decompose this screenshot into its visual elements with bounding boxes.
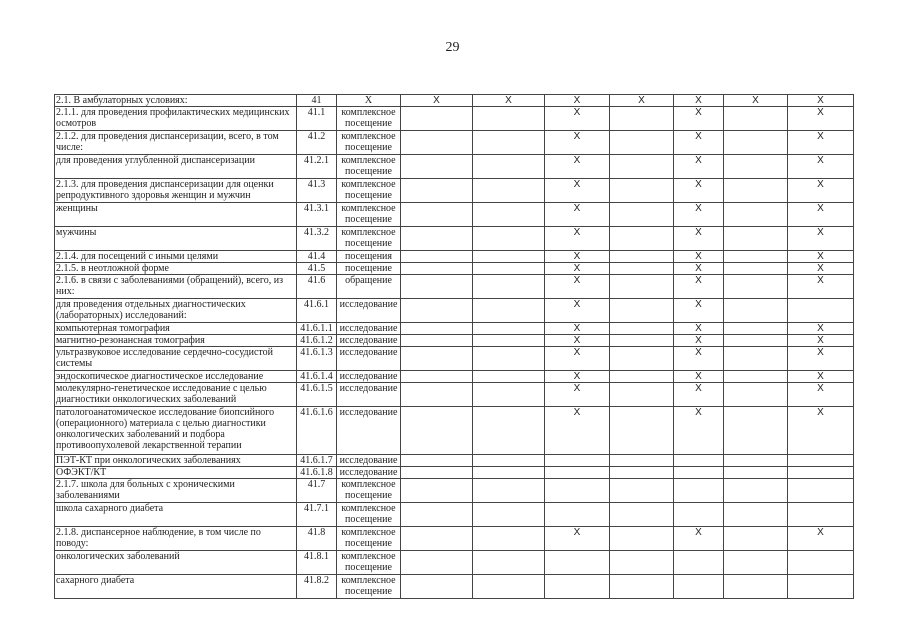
data-table bbox=[54, 94, 854, 599]
row-name: 2.1.7. школа для больных с хроническими заболеваниями bbox=[55, 479, 297, 503]
value-cell: X bbox=[788, 371, 854, 383]
value-cell bbox=[401, 551, 473, 575]
value-cell bbox=[724, 347, 788, 371]
row-number: 41.7 bbox=[297, 479, 337, 503]
row-number: 41.6.1.6 bbox=[297, 407, 337, 455]
value-cell bbox=[473, 335, 545, 347]
value-cell bbox=[401, 107, 473, 131]
value-cell bbox=[401, 299, 473, 323]
row-name: 2.1. В амбулаторных условиях: bbox=[55, 95, 297, 107]
value-cell bbox=[473, 263, 545, 275]
value-cell: X bbox=[788, 275, 854, 299]
value-cell bbox=[401, 407, 473, 455]
value-cell: X bbox=[674, 383, 724, 407]
value-cell: X bbox=[401, 95, 473, 107]
value-cell: X bbox=[788, 527, 854, 551]
row-unit: комплексное посещение bbox=[337, 203, 401, 227]
table-row bbox=[55, 479, 854, 503]
value-cell bbox=[473, 551, 545, 575]
row-name: компьютерная томография bbox=[55, 323, 297, 335]
row-number: 41.6.1.1 bbox=[297, 323, 337, 335]
value-cell bbox=[724, 251, 788, 263]
row-number: 41 bbox=[297, 95, 337, 107]
value-cell bbox=[610, 263, 674, 275]
value-cell: X bbox=[788, 227, 854, 251]
value-cell bbox=[473, 131, 545, 155]
row-number: 41.6.1.3 bbox=[297, 347, 337, 371]
value-cell bbox=[401, 575, 473, 599]
value-cell: X bbox=[788, 347, 854, 371]
value-cell bbox=[401, 275, 473, 299]
value-cell: X bbox=[545, 527, 610, 551]
row-unit: комплексное посещение bbox=[337, 551, 401, 575]
value-cell bbox=[724, 335, 788, 347]
row-name: школа сахарного диабета bbox=[55, 503, 297, 527]
value-cell bbox=[724, 371, 788, 383]
value-cell bbox=[401, 203, 473, 227]
value-cell: X bbox=[473, 95, 545, 107]
row-unit: исследование bbox=[337, 347, 401, 371]
value-cell: X bbox=[674, 275, 724, 299]
value-cell bbox=[401, 479, 473, 503]
table-row bbox=[55, 407, 854, 455]
value-cell: X bbox=[674, 155, 724, 179]
row-number: 41.6.1.8 bbox=[297, 467, 337, 479]
value-cell: X bbox=[674, 527, 724, 551]
value-cell bbox=[401, 263, 473, 275]
table-row bbox=[55, 467, 854, 479]
value-cell bbox=[473, 503, 545, 527]
value-cell bbox=[401, 131, 473, 155]
value-cell bbox=[473, 407, 545, 455]
row-name: ПЭТ-КТ при онкологических заболеваниях bbox=[55, 455, 297, 467]
table-row bbox=[55, 179, 854, 203]
row-name: патологоанатомическое исследование биопсийного (операционного) материала с целью диагностики онкологических заболеваний и подбора противоопухолевой лекарственной терапии bbox=[55, 407, 297, 455]
value-cell: X bbox=[545, 251, 610, 263]
value-cell: X bbox=[674, 299, 724, 323]
value-cell bbox=[788, 479, 854, 503]
value-cell: X bbox=[674, 179, 724, 203]
value-cell: X bbox=[674, 407, 724, 455]
table-row bbox=[55, 455, 854, 467]
row-unit: комплексное посещение bbox=[337, 131, 401, 155]
value-cell bbox=[610, 131, 674, 155]
row-number: 41.6.1.7 bbox=[297, 455, 337, 467]
value-cell bbox=[610, 323, 674, 335]
value-cell bbox=[473, 275, 545, 299]
value-cell: X bbox=[545, 203, 610, 227]
row-number: 41.3 bbox=[297, 179, 337, 203]
value-cell: X bbox=[545, 155, 610, 179]
value-cell bbox=[724, 383, 788, 407]
value-cell bbox=[724, 263, 788, 275]
value-cell bbox=[545, 551, 610, 575]
value-cell: X bbox=[545, 323, 610, 335]
value-cell bbox=[473, 323, 545, 335]
value-cell bbox=[610, 227, 674, 251]
value-cell: X bbox=[674, 131, 724, 155]
value-cell bbox=[610, 275, 674, 299]
table-row bbox=[55, 131, 854, 155]
row-name: молекулярно-генетическое исследование с целью диагностики онкологических заболеваний bbox=[55, 383, 297, 407]
value-cell bbox=[724, 299, 788, 323]
value-cell: X bbox=[788, 323, 854, 335]
row-number: 41.8.1 bbox=[297, 551, 337, 575]
row-name: женщины bbox=[55, 203, 297, 227]
table-row bbox=[55, 347, 854, 371]
row-unit: исследование bbox=[337, 455, 401, 467]
value-cell: X bbox=[788, 95, 854, 107]
row-unit: посещения bbox=[337, 251, 401, 263]
row-number: 41.6.1 bbox=[297, 299, 337, 323]
value-cell bbox=[788, 467, 854, 479]
row-unit: комплексное посещение bbox=[337, 503, 401, 527]
value-cell bbox=[473, 227, 545, 251]
row-number: 41.2.1 bbox=[297, 155, 337, 179]
value-cell: X bbox=[788, 155, 854, 179]
value-cell bbox=[473, 203, 545, 227]
table-row bbox=[55, 323, 854, 335]
row-unit: комплексное посещение bbox=[337, 227, 401, 251]
value-cell bbox=[610, 503, 674, 527]
value-cell: X bbox=[788, 407, 854, 455]
row-number: 41.2 bbox=[297, 131, 337, 155]
row-name: онкологических заболеваний bbox=[55, 551, 297, 575]
value-cell: X bbox=[545, 263, 610, 275]
value-cell bbox=[674, 479, 724, 503]
row-number: 41.6.1.4 bbox=[297, 371, 337, 383]
value-cell bbox=[473, 467, 545, 479]
value-cell bbox=[610, 407, 674, 455]
value-cell: X bbox=[545, 407, 610, 455]
row-number: 41.3.1 bbox=[297, 203, 337, 227]
row-unit: исследование bbox=[337, 407, 401, 455]
value-cell bbox=[610, 179, 674, 203]
value-cell bbox=[724, 275, 788, 299]
value-cell bbox=[724, 323, 788, 335]
value-cell bbox=[545, 455, 610, 467]
value-cell bbox=[724, 551, 788, 575]
row-unit: исследование bbox=[337, 323, 401, 335]
table-row bbox=[55, 503, 854, 527]
value-cell bbox=[788, 551, 854, 575]
value-cell bbox=[724, 575, 788, 599]
value-cell bbox=[724, 407, 788, 455]
value-cell: X bbox=[545, 335, 610, 347]
row-unit: исследование bbox=[337, 299, 401, 323]
value-cell bbox=[401, 383, 473, 407]
row-unit: комплексное посещение bbox=[337, 155, 401, 179]
value-cell bbox=[610, 575, 674, 599]
value-cell: X bbox=[674, 323, 724, 335]
row-number: 41.6.1.2 bbox=[297, 335, 337, 347]
value-cell bbox=[610, 335, 674, 347]
table-row bbox=[55, 371, 854, 383]
value-cell bbox=[473, 107, 545, 131]
row-number: 41.1 bbox=[297, 107, 337, 131]
value-cell bbox=[401, 527, 473, 551]
value-cell bbox=[724, 179, 788, 203]
value-cell: X bbox=[545, 107, 610, 131]
table-row bbox=[55, 95, 854, 107]
row-unit: исследование bbox=[337, 467, 401, 479]
table-row bbox=[55, 203, 854, 227]
value-cell bbox=[724, 503, 788, 527]
value-cell bbox=[473, 527, 545, 551]
value-cell: X bbox=[674, 263, 724, 275]
value-cell: X bbox=[724, 95, 788, 107]
value-cell bbox=[401, 227, 473, 251]
row-name: для проведения отдельных диагностических (лабораторных) исследований: bbox=[55, 299, 297, 323]
row-name: 2.1.8. диспансерное наблюдение, в том числе по поводу: bbox=[55, 527, 297, 551]
value-cell bbox=[610, 455, 674, 467]
value-cell bbox=[610, 347, 674, 371]
row-name: 2.1.6. в связи с заболеваниями (обращений), всего, из них: bbox=[55, 275, 297, 299]
value-cell: X bbox=[674, 203, 724, 227]
value-cell: X bbox=[674, 347, 724, 371]
value-cell bbox=[401, 455, 473, 467]
table-row bbox=[55, 383, 854, 407]
value-cell: X bbox=[545, 383, 610, 407]
row-name: 2.1.1. для проведения профилактических медицинских осмотров bbox=[55, 107, 297, 131]
row-number: 41.6 bbox=[297, 275, 337, 299]
value-cell bbox=[610, 467, 674, 479]
value-cell bbox=[674, 467, 724, 479]
value-cell: X bbox=[545, 275, 610, 299]
value-cell bbox=[473, 251, 545, 263]
value-cell bbox=[674, 575, 724, 599]
value-cell bbox=[724, 155, 788, 179]
value-cell: X bbox=[788, 107, 854, 131]
table-row bbox=[55, 335, 854, 347]
row-name: 2.1.5. в неотложной форме bbox=[55, 263, 297, 275]
value-cell bbox=[401, 179, 473, 203]
value-cell: X bbox=[788, 179, 854, 203]
row-name: магнитно-резонансная томография bbox=[55, 335, 297, 347]
value-cell: X bbox=[674, 335, 724, 347]
table-row bbox=[55, 251, 854, 263]
value-cell bbox=[610, 527, 674, 551]
row-number: 41.6.1.5 bbox=[297, 383, 337, 407]
value-cell bbox=[473, 179, 545, 203]
row-unit: посещение bbox=[337, 263, 401, 275]
value-cell: X bbox=[545, 179, 610, 203]
row-unit: исследование bbox=[337, 383, 401, 407]
value-cell bbox=[724, 527, 788, 551]
value-cell bbox=[724, 455, 788, 467]
value-cell bbox=[610, 383, 674, 407]
value-cell: X bbox=[674, 251, 724, 263]
value-cell: X bbox=[545, 299, 610, 323]
row-name: ОФЭКТ/КТ bbox=[55, 467, 297, 479]
value-cell bbox=[401, 155, 473, 179]
value-cell bbox=[610, 203, 674, 227]
value-cell bbox=[473, 575, 545, 599]
row-name: 2.1.2. для проведения диспансеризации, всего, в том числе: bbox=[55, 131, 297, 155]
value-cell bbox=[545, 467, 610, 479]
value-cell bbox=[724, 131, 788, 155]
row-name: 2.1.3. для проведения диспансеризации для оценки репродуктивного здоровья женщин и мужчин bbox=[55, 179, 297, 203]
value-cell bbox=[788, 299, 854, 323]
value-cell: X bbox=[545, 131, 610, 155]
row-unit: X bbox=[337, 95, 401, 107]
value-cell bbox=[545, 503, 610, 527]
value-cell bbox=[788, 455, 854, 467]
value-cell: X bbox=[788, 203, 854, 227]
row-unit: комплексное посещение bbox=[337, 179, 401, 203]
table-row bbox=[55, 263, 854, 275]
value-cell bbox=[724, 203, 788, 227]
value-cell bbox=[401, 251, 473, 263]
value-cell bbox=[401, 467, 473, 479]
value-cell: X bbox=[788, 335, 854, 347]
value-cell bbox=[473, 155, 545, 179]
table-row bbox=[55, 527, 854, 551]
value-cell: X bbox=[674, 227, 724, 251]
row-unit: комплексное посещение bbox=[337, 527, 401, 551]
value-cell bbox=[401, 371, 473, 383]
value-cell bbox=[610, 251, 674, 263]
value-cell bbox=[545, 575, 610, 599]
row-number: 41.7.1 bbox=[297, 503, 337, 527]
value-cell bbox=[610, 479, 674, 503]
value-cell bbox=[473, 371, 545, 383]
value-cell: X bbox=[545, 347, 610, 371]
page-number: 29 bbox=[445, 40, 460, 55]
row-name: для проведения углубленной диспансеризации bbox=[55, 155, 297, 179]
value-cell bbox=[610, 371, 674, 383]
value-cell bbox=[610, 551, 674, 575]
row-unit: комплексное посещение bbox=[337, 575, 401, 599]
table-row bbox=[55, 275, 854, 299]
value-cell bbox=[473, 479, 545, 503]
value-cell bbox=[788, 503, 854, 527]
value-cell bbox=[724, 227, 788, 251]
value-cell: X bbox=[545, 227, 610, 251]
row-unit: комплексное посещение bbox=[337, 479, 401, 503]
value-cell bbox=[401, 323, 473, 335]
table-row bbox=[55, 299, 854, 323]
row-name: ультразвуковое исследование сердечно-сосудистой системы bbox=[55, 347, 297, 371]
row-number: 41.8.2 bbox=[297, 575, 337, 599]
value-cell bbox=[674, 551, 724, 575]
value-cell bbox=[610, 155, 674, 179]
value-cell: X bbox=[674, 371, 724, 383]
table-row bbox=[55, 107, 854, 131]
value-cell: X bbox=[674, 107, 724, 131]
row-name: мужчины bbox=[55, 227, 297, 251]
value-cell: X bbox=[788, 263, 854, 275]
table-row bbox=[55, 575, 854, 599]
value-cell bbox=[401, 335, 473, 347]
table-row bbox=[55, 551, 854, 575]
value-cell: X bbox=[610, 95, 674, 107]
row-unit: исследование bbox=[337, 335, 401, 347]
value-cell bbox=[473, 383, 545, 407]
row-number: 41.5 bbox=[297, 263, 337, 275]
value-cell bbox=[473, 455, 545, 467]
row-number: 41.4 bbox=[297, 251, 337, 263]
value-cell: X bbox=[788, 383, 854, 407]
table-row bbox=[55, 227, 854, 251]
row-unit: комплексное посещение bbox=[337, 107, 401, 131]
row-name: 2.1.4. для посещений с иными целями bbox=[55, 251, 297, 263]
row-name: эндоскопическое диагностическое исследование bbox=[55, 371, 297, 383]
value-cell bbox=[724, 107, 788, 131]
value-cell bbox=[724, 467, 788, 479]
value-cell bbox=[788, 575, 854, 599]
value-cell bbox=[545, 479, 610, 503]
row-number: 41.8 bbox=[297, 527, 337, 551]
value-cell bbox=[401, 347, 473, 371]
value-cell bbox=[473, 347, 545, 371]
value-cell: X bbox=[545, 95, 610, 107]
row-number: 41.3.2 bbox=[297, 227, 337, 251]
value-cell bbox=[674, 503, 724, 527]
value-cell bbox=[610, 299, 674, 323]
row-unit: обращение bbox=[337, 275, 401, 299]
value-cell: X bbox=[788, 251, 854, 263]
value-cell bbox=[610, 107, 674, 131]
value-cell: X bbox=[674, 95, 724, 107]
value-cell: X bbox=[788, 131, 854, 155]
row-unit: исследование bbox=[337, 371, 401, 383]
value-cell bbox=[473, 299, 545, 323]
value-cell bbox=[724, 479, 788, 503]
row-name: сахарного диабета bbox=[55, 575, 297, 599]
value-cell bbox=[674, 455, 724, 467]
table-row bbox=[55, 155, 854, 179]
value-cell: X bbox=[545, 371, 610, 383]
value-cell bbox=[401, 503, 473, 527]
